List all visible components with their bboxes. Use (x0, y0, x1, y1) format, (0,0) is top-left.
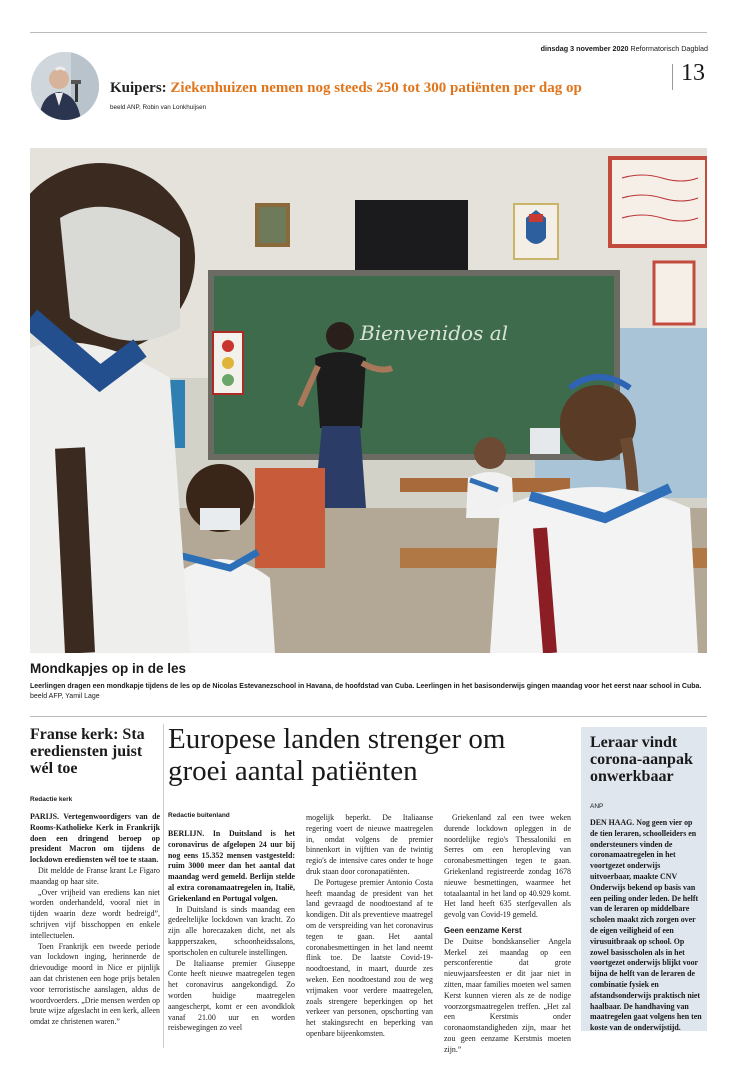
date-text: dinsdag 3 november 2020 (540, 44, 629, 53)
teaser-link[interactable] (110, 80, 582, 97)
main-article-paragraph: De Italiaanse premier Giuseppe Conte heeft nieuwe maatregelen tegen het coronavirus aangekondigd. Zo worden huidige maatregelen aangescherpt, komt er een avondklok vanaf 21.00 uur en worden reisbewegingen zo veel (168, 958, 295, 1033)
section-rule (30, 716, 707, 717)
left-article-lead: PARIJS. Vertegenwoordigers van de Rooms-Katholieke Kerk in Frankrijk doen een dringend beroep op president Macron om tijdens de lockdown erediensten wél toe te staan. (30, 812, 160, 865)
person-portrait-icon (31, 52, 99, 120)
main-article-paragraph: De Portugese premier Antonio Costa heeft maandag de president van het land gevraagd de noodtoestand af te kondigen. Dit als preventieve maatregel om de verspreiding van het coronavirus tegen te gaan. Het aantal coronabesmettingen in het land neemt flink toe. De laatste Covid-19-noodtoestand, in maart, duurde zes weken. Een noodtoestand zou de weg vrijmaken voor verdere maatregelen, zoals strengere beperkingen op het verkeer van personen, opschorting van het stakingsrecht en beperking van openbare bijeenkomsten. (306, 877, 433, 1038)
main-article-column-3 (444, 813, 571, 1056)
sidebar-article-headline[interactable]: Leraar vindt corona-aanpak onwerkbaar (590, 734, 693, 785)
main-article-paragraph: Griekenland zal een twee weken durende lockdown opleggen in de noordelijke regio's Thessaloniki en Serres om een heropleving van coronabesmettingen tegen te gaan. Griekenland registreerde zondag 1678 nieuwe besmettingen, waarmee het totaalaantal in het land op 40.929 komt. Het land heeft 635 sterfgevallen als gevolg van Covid-19 gemeld. (444, 813, 571, 920)
left-article-headline[interactable]: Franse kerk: Sta erediensten juist wél toe (30, 726, 145, 777)
classroom-photo (30, 148, 707, 653)
main-article-byline: Redactie buitenland (168, 812, 230, 819)
left-article-paragraph: Toen Frankrijk een tweede periode van lockdown inging, herinnerde de drievoudige moord in Nice er pijnlijk aan dat christenen een hoge prijs betalen voor terroristische aanslagen, aldus de woordvoerders. „Drie mensen werden op brute wijze afgeslacht in een kerk, alleen omdat ze christenen waren.” (30, 941, 160, 1027)
main-article-headline[interactable]: Europese landen strenger om groei aantal patiënten (168, 723, 506, 787)
left-article-paragraph: „Over vrijheid van erediens kan niet worden onderhandeld, vooral niet in tijden waarin deze wordt bedreigd”, schrijven vijf bisschoppen en enkele intellectuelen. (30, 887, 160, 940)
page-number: 13 (681, 60, 705, 86)
main-article-subhead: Geen eenzame Kerst (444, 925, 522, 935)
teaser-credit: beeld ANP, Robin van Lonkhuijsen (110, 104, 207, 111)
main-article-column-2 (306, 813, 433, 1040)
sidebar-article-body (590, 818, 702, 1034)
sidebar-article-byline: ANP (590, 803, 604, 810)
main-article-paragraph: De Duitse bondskanselier Angela Merkel zei maandag op een persconferentie dat grote nieuwjaarsfeesten er dit jaar niet in zitten, maar families moeten wel samen Kerst kunnen vieren als ze de nodige voorzorgsmaatregelen treffen. „Het zal een Kerstmis onder coronaomstandigheden zijn, maar het zou geen eenzame Kerstmis moeten zijn.” (444, 936, 571, 1054)
left-article-paragraph: Dit meldde de Franse krant Le Figaro maandag op haar site. (30, 865, 160, 886)
main-article-paragraph: mogelijk beperkt. De Italiaanse regering voert de nieuwe maatregelen in, omdat volgens de premier binnenkort in vijftien van de twintig regio's de intensive cares onder te hoge druk staan door coronapatiënten. (306, 813, 433, 876)
main-article-paragraph: In Duitsland is sinds maandag een gedeeltelijke lockdown van kracht. Zo zijn alle horecazaken dicht, net als kappperszaken, schoonheidssalons, sportscholen en culturele instellingen. (168, 904, 295, 957)
classroom-illustration (30, 148, 707, 653)
teaser-name: Kuipers: (110, 80, 167, 96)
photo-caption-text: Leerlingen dragen een mondkapje tijdens de les op de Nicolas Estevanezschool in Havana, de hoofdstad van Cuba. Leerlingen in het basisonderwijs gingen maandag voor het eerst naar school in Cuba. (30, 683, 702, 690)
sidebar-article-lead: DEN HAAG. Nog geen vier op de tien leraren, schoolleiders en ondersteuners vinden de coronamaatregelen in het voortgezet onderwijs uitvoerbaar, maakte CNV Onderwijs bekend op basis van een peiling onder leden. De helft van de leraren op middelbare scholen maakt zich zorgen over de eigen veiligheid of een virusuitbraak op school. Op zowel basisscholen als in het voortgezet onderwijs blijkt voor bijna de helft van de leraren de combinatie fysiek en afstandsonderwijs praktisch niet haalbaar. De handhaving van maatregelen gaat volgens hen ten koste van de onderwijstijd. (590, 818, 702, 1033)
photo-caption-title: Mondkapjes op in de les (30, 661, 187, 676)
page-number-divider (672, 64, 673, 90)
teaser-headline: Ziekenhuizen nemen nog steeds 250 tot 300 patiënten per dag op (170, 80, 582, 96)
paper-name: Reformatorisch Dagblad (630, 44, 708, 53)
main-article-lead: BERLIJN. In Duitsland is het coronavirus de afgelopen 24 uur bij nog eens 15.352 mensen vastgesteld: ruim 3000 meer dan het aantal dat maandag werd gemeld. Berlijn stelde al extra coronamaatregelen in, Italië, Griekenland en Portugal volgen. (168, 829, 295, 903)
column-divider (163, 724, 164, 1048)
left-article-byline: Redactie kerk (30, 796, 73, 803)
teaser-avatar[interactable] (31, 52, 99, 120)
photo-credit: beeld AFP, Yamil Lage (30, 693, 100, 700)
left-article-body (30, 812, 160, 1028)
header-rule (30, 32, 707, 33)
main-article-column-1 (168, 829, 295, 1034)
dateline (541, 44, 708, 53)
chalkboard-text: Bienvenidos al (360, 321, 509, 345)
photo-caption (30, 682, 707, 702)
